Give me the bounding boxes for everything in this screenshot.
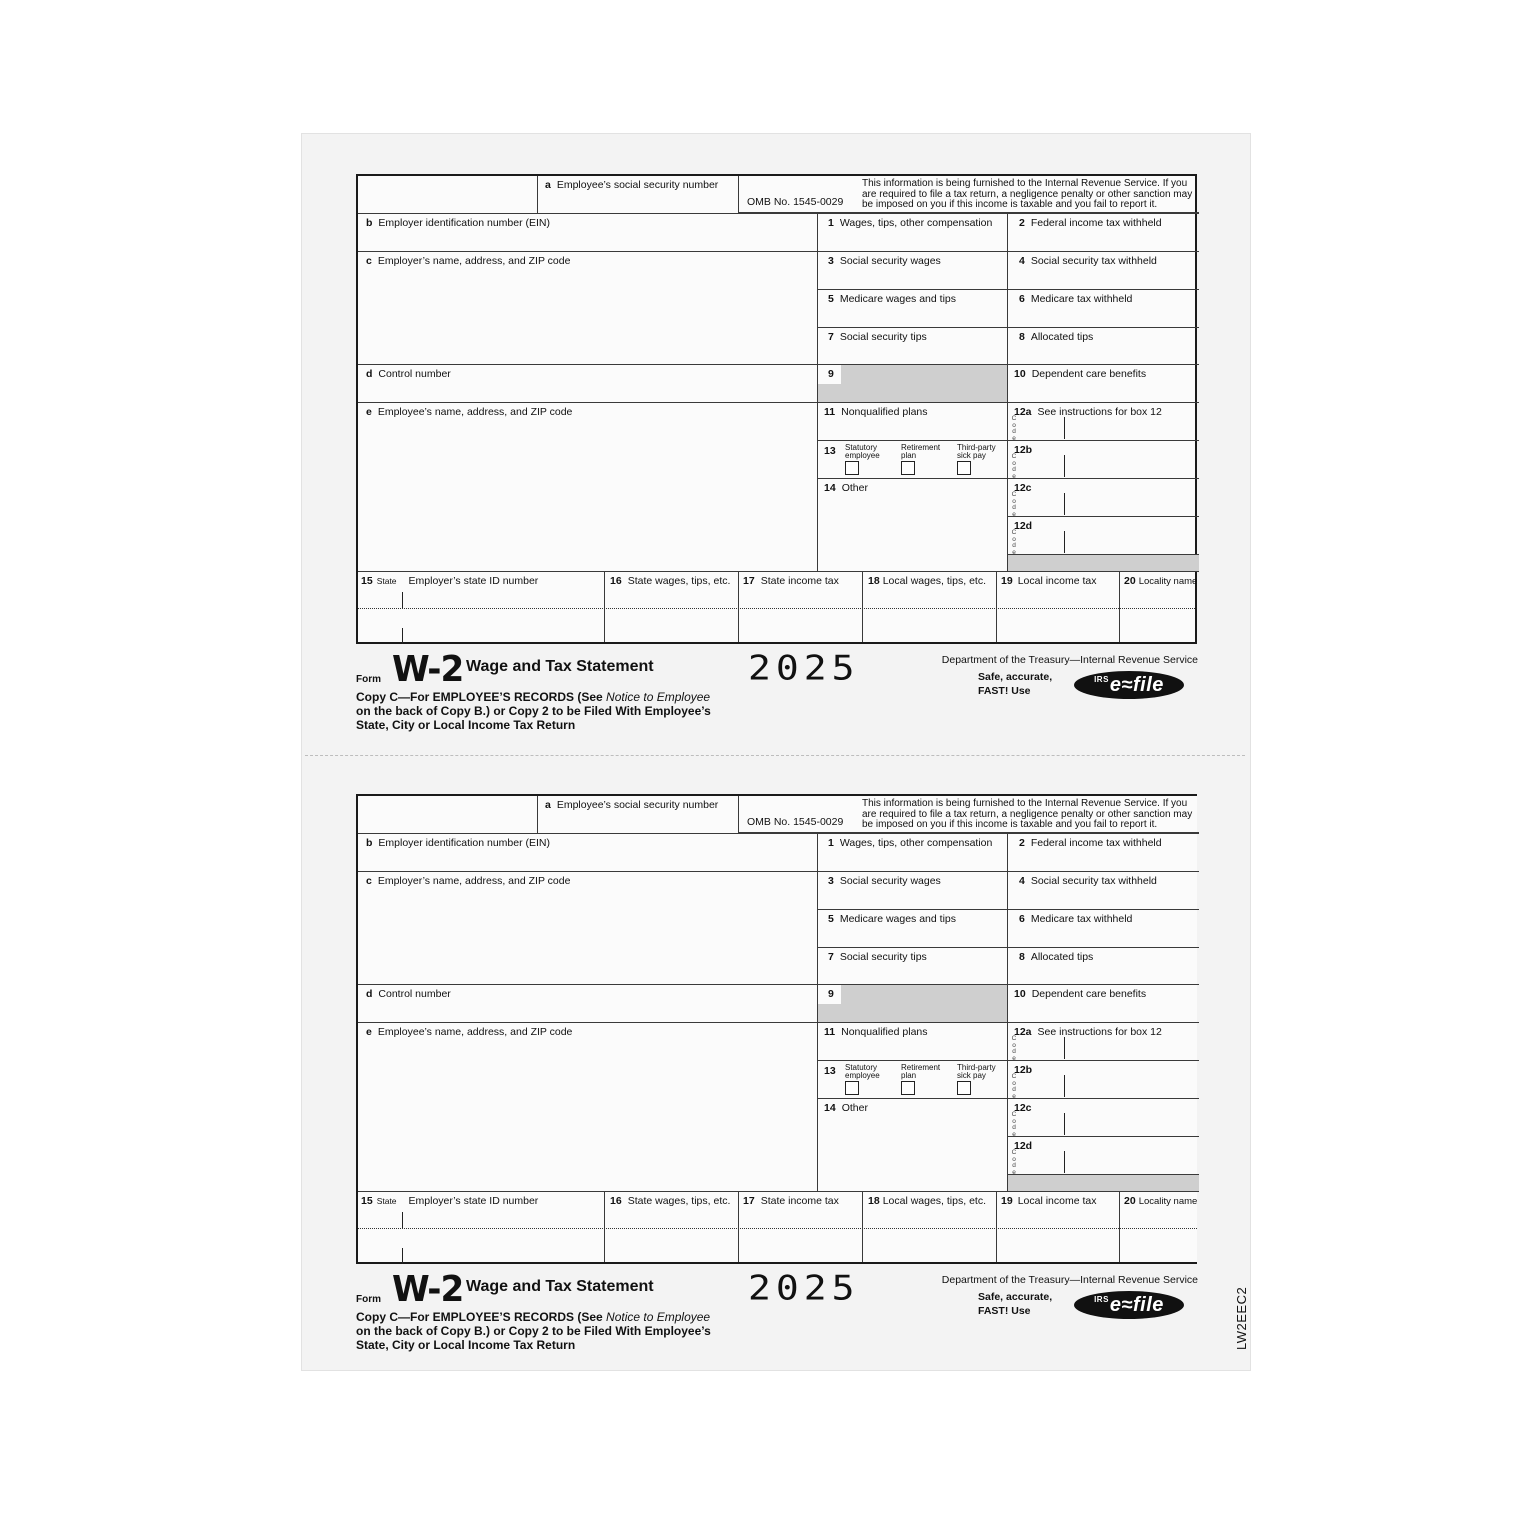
box-a-ssn[interactable] xyxy=(538,176,739,214)
box-blank-top xyxy=(358,796,538,834)
box-4[interactable]: 4 Social security tax withheld xyxy=(1008,872,1199,910)
box-20[interactable]: 20 Locality name xyxy=(1124,1195,1198,1207)
box-18[interactable]: 18 Local wages, tips, etc. xyxy=(863,1192,997,1262)
form-footer xyxy=(356,644,1198,739)
perforation-line xyxy=(305,755,1245,756)
form-name: W-2 xyxy=(392,649,464,690)
department-name: Department of the Treasury—Internal Revenue Service xyxy=(941,654,1198,666)
tax-year: 2025 xyxy=(748,648,860,688)
box-16[interactable]: 16 State wages, tips, etc. xyxy=(605,572,739,642)
box-12a[interactable]: 12a See instructions for box 12 Code xyxy=(1008,1023,1199,1061)
state-row-divider xyxy=(358,1228,1197,1229)
box-6[interactable]: 6 Medicare tax withheld xyxy=(1008,290,1199,328)
third-party-sick-pay-checkbox[interactable] xyxy=(957,1081,971,1095)
box-13: 13 Statutory employee Retirement plan Third-party sick pay xyxy=(818,441,1008,479)
box-20[interactable]: 20 Locality name xyxy=(1124,575,1198,587)
safe-text: Safe, accurate, FAST! Use xyxy=(978,1291,1053,1317)
retirement-plan-checkbox[interactable] xyxy=(901,461,915,475)
form-name: W-2 xyxy=(392,1269,464,1310)
box-7[interactable]: 7 Social security tips xyxy=(818,948,1008,985)
omb-notice-area xyxy=(739,176,1199,214)
box-12d[interactable]: 12d Code xyxy=(1008,517,1199,555)
statutory-employee-checkbox[interactable] xyxy=(845,461,859,475)
box-1[interactable]: 1 Wages, tips, other compensation xyxy=(818,214,1008,252)
box-c-employer[interactable]: c Employer’s name, address, and ZIP code xyxy=(358,872,818,985)
omb-number: OMB No. 1545-0029 xyxy=(747,196,844,208)
box-9-shaded: 9 xyxy=(818,365,1008,403)
statutory-employee-checkbox[interactable] xyxy=(845,1081,859,1095)
form-title: Wage and Tax Statement xyxy=(466,1278,654,1295)
box-e-employee[interactable]: e Employee’s name, address, and ZIP code xyxy=(358,1023,818,1192)
omb-number: OMB No. 1545-0029 xyxy=(747,816,844,828)
irs-notice: This information is being furnished to the Internal Revenue Service. If you are required to file a tax return, a negligence penalty or other sanction may be imposed on you if this income is taxable and you fail to report it. xyxy=(862,178,1193,210)
box-letter: a xyxy=(545,179,551,191)
box-15[interactable]: 15 State Employer’s state ID number xyxy=(358,572,605,642)
box-10[interactable]: 10 Dependent care benefits xyxy=(1008,985,1199,1023)
box-6[interactable]: 6 Medicare tax withheld xyxy=(1008,910,1199,948)
box-12c[interactable]: 12c Code xyxy=(1008,479,1199,517)
form-title: Wage and Tax Statement xyxy=(466,658,654,675)
box-8[interactable]: 8 Allocated tips xyxy=(1008,328,1199,365)
box-d-control[interactable]: d Control number xyxy=(358,985,818,1023)
third-party-sick-pay-checkbox[interactable] xyxy=(957,461,971,475)
box-11[interactable]: 11 Nonqualified plans xyxy=(818,1023,1008,1061)
box-19[interactable]: 19 Local income tax xyxy=(997,572,1120,642)
box-3[interactable]: 3 Social security wages xyxy=(818,252,1008,290)
state-row-divider xyxy=(358,608,1195,609)
department-name: Department of the Treasury—Internal Revenue Service xyxy=(941,1274,1198,1286)
box-13: 13 Statutory employee Retirement plan Third-party sick pay xyxy=(818,1061,1008,1099)
retirement-label: Retirement plan xyxy=(901,443,941,460)
thirdparty-label: Third-party sick pay xyxy=(957,443,996,460)
box-16[interactable]: 16 State wages, tips, etc. xyxy=(605,1192,739,1262)
box-17[interactable]: 17 State income tax xyxy=(739,572,863,642)
box-12-shaded xyxy=(1008,1175,1199,1192)
form-word: Form xyxy=(356,1294,381,1305)
irs-efile-logo: $^{IRS}$e≈file xyxy=(1074,671,1184,699)
box-11[interactable]: 11 Nonqualified plans xyxy=(818,403,1008,441)
w2-grid xyxy=(356,174,1197,644)
box-14[interactable]: 14 Other xyxy=(818,1099,1008,1192)
box-2[interactable]: 2 Federal income tax withheld xyxy=(1008,214,1199,252)
code-divider xyxy=(1064,417,1065,439)
tax-year: 2025 xyxy=(748,1268,860,1308)
box-12b[interactable]: 12b Code xyxy=(1008,441,1199,479)
box-12a[interactable]: 12a See instructions for box 12 Code xyxy=(1008,403,1199,441)
box-3[interactable]: 3 Social security wages xyxy=(818,872,1008,910)
box-12-shaded xyxy=(1008,555,1199,572)
form-word: Form xyxy=(356,674,381,685)
retirement-plan-checkbox[interactable] xyxy=(901,1081,915,1095)
box-d-control[interactable]: d Control number xyxy=(358,365,818,403)
box-19[interactable]: 19 Local income tax xyxy=(997,1192,1120,1262)
code-label: Code xyxy=(1011,415,1017,442)
box-15[interactable]: 15 State Employer’s state ID number xyxy=(358,1192,605,1262)
statutory-label: Statutory employee xyxy=(845,443,880,460)
safe-text: Safe, accurate, FAST! Use xyxy=(978,671,1053,697)
box-7[interactable]: 7 Social security tips xyxy=(818,328,1008,365)
irs-efile-logo: $^{IRS}$e≈file xyxy=(1074,1291,1184,1319)
box-18[interactable]: 18 Local wages, tips, etc. xyxy=(863,572,997,642)
irs-notice: This information is being furnished to the Internal Revenue Service. If you are required to file a tax return, a negligence penalty or other sanction may be imposed on you if this income is taxable and you fail to report it. xyxy=(862,798,1193,830)
box-b-ein[interactable]: b Employer identification number (EIN) xyxy=(358,834,818,872)
box-12c[interactable]: 12c Code xyxy=(1008,1099,1199,1137)
box-e-employee[interactable]: e Employee’s name, address, and ZIP code xyxy=(358,403,818,572)
box-blank-top xyxy=(358,176,538,214)
box-8[interactable]: 8 Allocated tips xyxy=(1008,948,1199,985)
box-10[interactable]: 10 Dependent care benefits xyxy=(1008,365,1199,403)
copy-instructions: Copy C—For EMPLOYEE’S RECORDS (See Notice to Employee on the back of Copy B.) or Copy 2 to be Filed With Employee’s State, City or Local Income Tax Return xyxy=(356,690,711,732)
box-a-ssn[interactable]: a Employee’s social security number xyxy=(538,796,739,834)
box-17[interactable]: 17 State income tax xyxy=(739,1192,863,1262)
w2-form-copy-bottom xyxy=(356,794,1198,1359)
form-side-code: LW2EEC2 xyxy=(1234,1286,1249,1350)
box-1[interactable]: 1 Wages, tips, other compensation xyxy=(818,834,1008,872)
box-12b[interactable]: 12b Code xyxy=(1008,1061,1199,1099)
box-5[interactable]: 5 Medicare wages and tips xyxy=(818,910,1008,948)
w2-form-copy-top xyxy=(356,174,1198,739)
form-footer xyxy=(356,1264,1198,1359)
box-9-shaded: 9 xyxy=(818,985,1008,1023)
box-4[interactable]: 4 Social security tax withheld xyxy=(1008,252,1199,290)
box-2[interactable]: 2 Federal income tax withheld xyxy=(1008,834,1199,872)
box-c-employer[interactable]: c Employer’s name, address, and ZIP code xyxy=(358,252,818,365)
omb-notice-area xyxy=(739,796,1199,834)
box-label: Employee’s social security number xyxy=(556,179,719,191)
copy-instructions: Copy C—For EMPLOYEE’S RECORDS (See Notice to Employee on the back of Copy B.) or Copy 2 to be Filed With Employee’s State, City or Local Income Tax Return xyxy=(356,1310,711,1352)
box-5[interactable]: 5 Medicare wages and tips xyxy=(818,290,1008,328)
w2-grid xyxy=(356,794,1197,1264)
box-b-ein[interactable]: b Employer identification number (EIN) xyxy=(358,214,818,252)
box-12d[interactable]: 12d Code xyxy=(1008,1137,1199,1175)
box-14[interactable]: 14 Other xyxy=(818,479,1008,572)
